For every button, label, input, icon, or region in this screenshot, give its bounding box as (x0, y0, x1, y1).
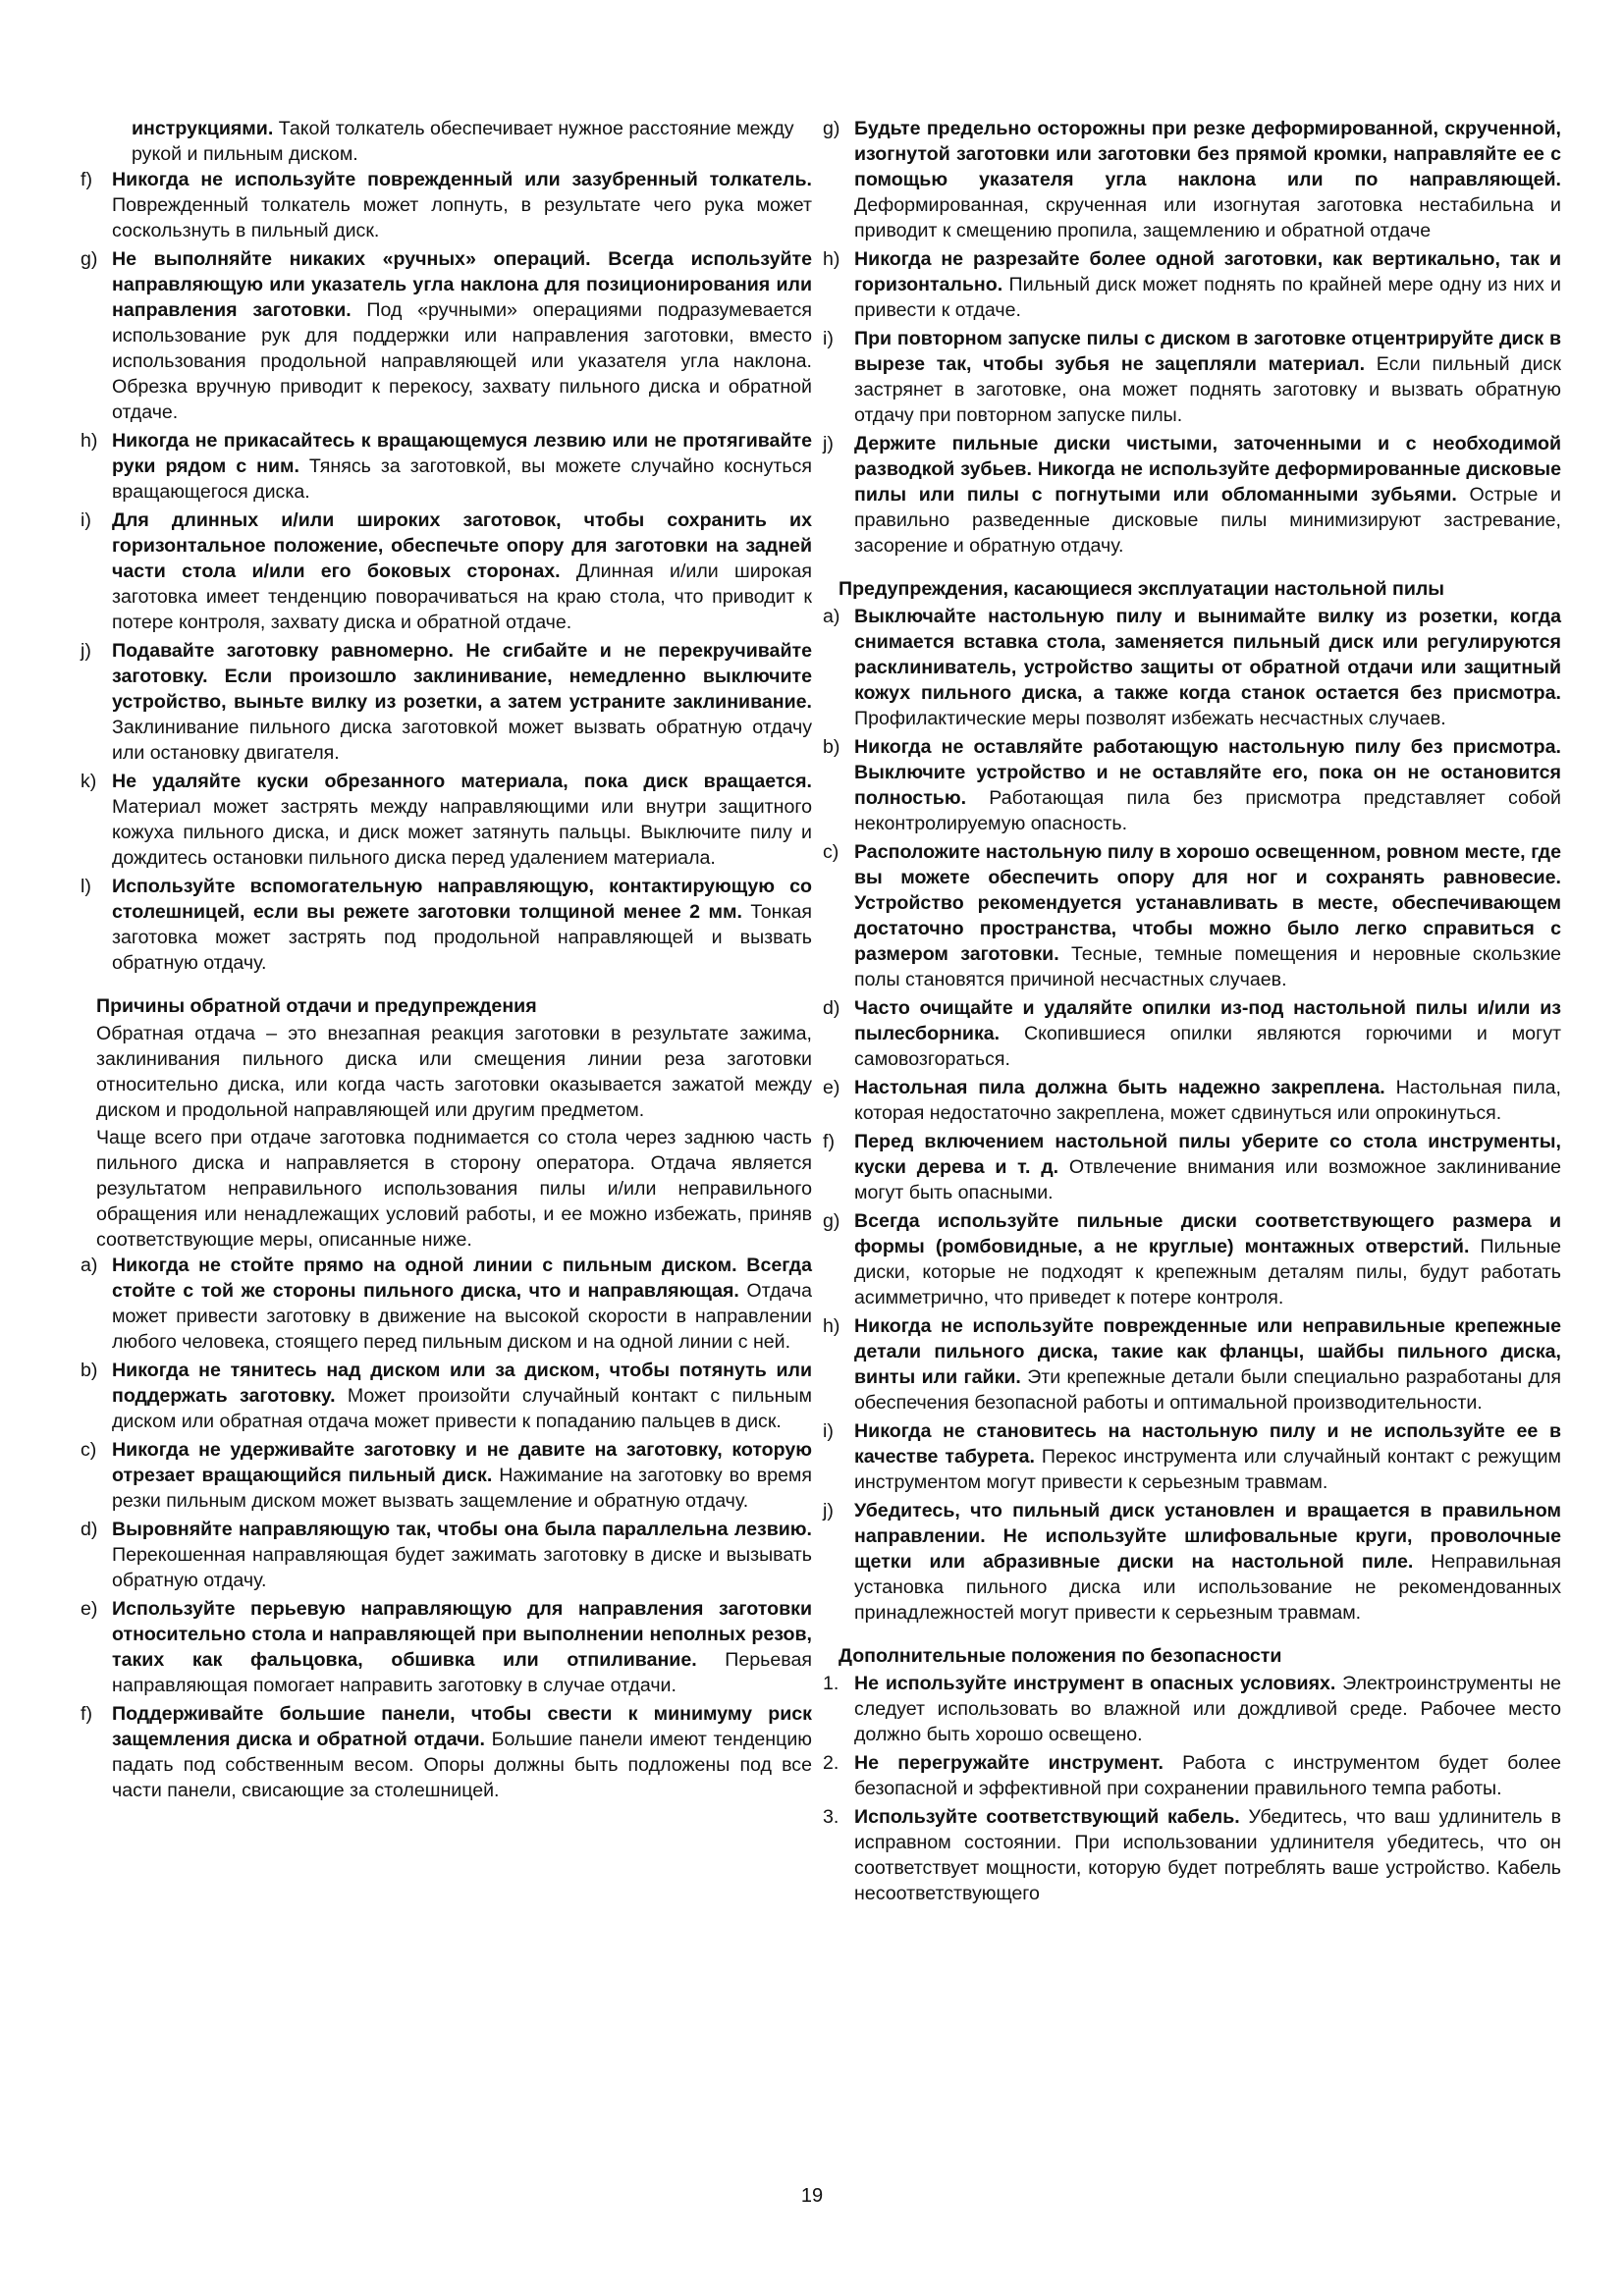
list-marker: a) (823, 606, 840, 627)
item-text: Работа с инструментом будет более безопасной и эффективной при сохранении правильного темпа работы. (854, 1752, 1562, 1799)
list-item (81, 1358, 812, 1434)
list-marker: c) (823, 841, 839, 863)
list-item (823, 1804, 1561, 1906)
item-text: Пильный диск может поднять по крайней мере одну из них и привести к отдаче. (854, 274, 1561, 321)
item-bold-text: Для длинных и/или широких заготовок, чтобы сохранить их горизонтальное положение, обеспечьте опору для заготовки на задней части стола и/или его боковых сторонах. (112, 509, 812, 582)
list-item (81, 246, 812, 425)
item-text: Может произойти случайный контакт с пильным диском или обратная отдача может привести к попаданию пальцев в диск. (112, 1385, 812, 1432)
item-bold-text: Убедитесь, что пильный диск установлен и вращается в правильном направлении. Не используйте шлифовальные круги, проволочные щетки или абразивные диски на настольной пиле. (854, 1500, 1561, 1573)
list-marker: i) (81, 509, 91, 531)
item-bold-text: Никогда не прикасайтесь к вращающемуся лезвию или не протягивайте руки рядом с ним. (112, 430, 812, 477)
item-text: Большие панели имеют тенденцию падать под собственным весом. Опоры должны быть подложены под все части панели, свисающие за столешницей. (112, 1729, 812, 1801)
item-bold-text: Не используйте инструмент в опасных условиях. (854, 1673, 1336, 1694)
right-column (823, 116, 1561, 1909)
list-marker: e) (823, 1077, 840, 1098)
item-text: Перекошенная направляющая будет зажимать заготовку в диске и вызывать обратную отдачу. (112, 1544, 812, 1591)
item-bold-text: Будьте предельно осторожны при резке деформированной, скрученной, изогнутой заготовки или заготовки без прямой кромки, направляйте ее с помощью указателя угла наклона или по направляющей. (854, 118, 1561, 190)
list-marker: c) (81, 1439, 97, 1461)
left-list-b (81, 1253, 812, 1803)
list-marker: f) (823, 1131, 835, 1152)
list-item (823, 1750, 1561, 1801)
list-marker: 1. (823, 1673, 839, 1694)
intro-paragraph (81, 116, 812, 167)
list-item (81, 1253, 812, 1355)
item-bold-text: Держите пильные диски чистыми, заточенными и с необходимой разводкой зубьев. Никогда не используйте деформированные дисковые пилы или пилы с погнутыми или обломанными зубьями. (854, 433, 1561, 506)
item-text: Длинная и/или широкая заготовка имеет тенденцию поворачиваться на краю стола, что приводит к потере контроля, захвату диска и обратной отдаче. (112, 561, 812, 633)
item-bold-text: Используйте перьевую направляющую для направления заготовки относительно стола и направляющей при выполнении неполных резов, таких как фальцовка, обшивка или отпиливание. (112, 1598, 812, 1671)
item-text: Материал может застрять между направляющими или внутри защитного кожуха пильного диска, и диск может затянуть пальцы. Выключите пилу и дождитесь остановки пильного диска перед удалением материала. (112, 796, 812, 869)
list-item (823, 246, 1561, 323)
item-text: Тянясь за заготовкой, вы можете случайно коснуться вращающегося диска. (112, 455, 812, 503)
item-text: Эти крепежные детали были специально разработаны для обеспечения безопасной работы и оптимальной производительности. (854, 1366, 1561, 1414)
right-list-c (823, 1671, 1561, 1906)
list-marker: j) (823, 1500, 834, 1522)
list-item (81, 638, 812, 766)
list-marker: g) (81, 248, 98, 270)
list-item (823, 1075, 1561, 1126)
item-bold-text: Расположите настольную пилу в хорошо освещенном, ровном месте, где вы можете обеспечить опору для ног и сохранять равновесие. Устройство рекомендуется устанавливать в месте, обеспечивающем достаточно пространства, чтобы можно было легко справиться с размером заготовки. (854, 841, 1561, 965)
kickback-paragraph-1: Обратная отдача – это внезапная реакция заготовки в результате зажима, заклинивания пильного диска или смещения линии реза заготовки относительно диска, или когда часть заготовки оказывается зажатой между диском и продольной направляющей или другим предметом. (96, 1023, 812, 1121)
list-marker: j) (823, 433, 834, 454)
kickback-paragraph-2: Чаще всего при отдаче заготовка поднимается со стола через заднюю часть пильного диска и направляется в сторону оператора. Отдача является результатом неправильного использования пилы и/или неправильного обращения или ненадлежащих условий работы, и ее можно избежать, приняв соответствующие меры, описанные ниже. (96, 1127, 812, 1251)
item-bold-text: Выровняйте направляющую так, чтобы она была параллельна лезвию. (112, 1519, 812, 1540)
item-bold-text: Выключайте настольную пилу и вынимайте вилку из розетки, когда снимается вставка стола, заменяется пильный диск или регулируются расклиниватель, устройство защиты от обратной отдачи или защитный кожух пильного диска, а также когда станок остается без присмотра. (854, 606, 1561, 704)
list-marker: e) (81, 1598, 98, 1620)
item-bold-text: Не перегружайте инструмент. (854, 1752, 1164, 1774)
item-text: Если пильный диск застрянет в заготовке, она может поднять заготовку и вызвать обратную отдачу при повторном запуске пилы. (854, 353, 1561, 426)
left-list-a (81, 167, 812, 976)
item-text: Скопившиеся опилки являются горючими и могут самовозгораться. (854, 1023, 1561, 1070)
item-bold-text: Настольная пила должна быть надежно закреплена. (854, 1077, 1385, 1098)
item-text: Убедитесь, что ваш удлинитель в исправном состоянии. При использовании удлинителя убедитесь, что он соответствует мощности, которую будет потреблять ваше устройство. Кабель несоответствующего (854, 1806, 1561, 1904)
item-bold-text: Никогда не используйте поврежденные или неправильные крепежные детали пильного диска, такие как фланцы, шайбы пильного диска, винты или гайки. (854, 1315, 1561, 1388)
list-marker: i) (823, 328, 834, 349)
item-bold-text: Никогда не оставляйте работающую настольную пилу без присмотра. Выключите устройство и не оставляйте его, пока он не остановится полностью. (854, 736, 1561, 809)
list-marker: k) (81, 771, 97, 792)
item-bold-text: Никогда не стойте прямо на одной линии с пильным диском. Всегда стойте с той же стороны пильного диска, что и направляющая. (112, 1255, 812, 1302)
list-marker: i) (823, 1420, 834, 1442)
list-item (823, 431, 1561, 559)
list-marker: g) (823, 118, 840, 139)
item-bold-text: Никогда не разрезайте более одной заготовки, как вертикально, так и горизонтально. (854, 248, 1561, 295)
list-item (823, 1129, 1561, 1205)
item-text: Перекос инструмента или случайный контакт с режущим инструментом могут привести к серьезным травмам. (854, 1446, 1561, 1493)
list-marker: f) (81, 169, 92, 190)
item-bold-text: Всегда используйте пильные диски соответствующего размера и формы (ромбовидные, а не круглые) монтажных отверстий. (854, 1210, 1561, 1257)
list-marker: h) (823, 1315, 840, 1337)
item-text: Настольная пила, которая недостаточно закреплена, может сдвинуться или опрокинуться. (854, 1077, 1561, 1124)
list-item (823, 1313, 1561, 1415)
item-text: Электроинструменты не следует использовать во влажной или дождливой среде. Рабочее место должно быть хорошо освещено. (854, 1673, 1561, 1745)
list-item (823, 839, 1561, 992)
right-list-b (823, 604, 1561, 1626)
item-text: Отвлечение внимания или возможное заклинивание могут быть опасными. (854, 1156, 1561, 1203)
list-marker: b) (81, 1360, 98, 1381)
item-bold-text: Используйте вспомогательную направляющую, контактирующую со столешницей, если вы режете заготовки толщиной менее 2 мм. (112, 876, 812, 923)
item-bold-text: Часто очищайте и удаляйте опилки из-под настольной пилы и/или из пылесборника. (854, 997, 1561, 1044)
list-marker: j) (81, 640, 91, 662)
list-item (81, 507, 812, 635)
right-list-a (823, 116, 1561, 559)
item-bold-text: Не удаляйте куски обрезанного материала, пока диск вращается. (112, 771, 812, 792)
list-marker: f) (81, 1703, 92, 1725)
list-item (81, 769, 812, 871)
list-item (823, 1671, 1561, 1747)
item-bold-text: Используйте соответствующий кабель. (854, 1806, 1240, 1828)
list-item (823, 604, 1561, 731)
item-text: Заклинивание пильного диска заготовкой может вызвать обратную отдачу или остановку двигателя. (112, 717, 812, 764)
list-item (823, 1418, 1561, 1495)
list-item (81, 874, 812, 976)
list-item (823, 1208, 1561, 1310)
item-text: Пильные диски, которые не подходят к крепежным деталям пилы, будут работать асимметрично, что приведет к потере контроля. (854, 1236, 1561, 1308)
item-text: Перьевая направляющая помогает направить заготовку в случае отдачи. (112, 1649, 812, 1696)
item-text: Острые и правильно разведенные дисковые пилы минимизируют застревание, засорение и обратную отдачу. (854, 484, 1561, 557)
list-item (823, 995, 1561, 1072)
list-marker: b) (823, 736, 840, 758)
left-column (81, 116, 812, 1806)
list-marker: 3. (823, 1806, 839, 1828)
list-marker: 2. (823, 1752, 839, 1774)
item-text: Тесные, темные помещения и неровные скользкие полы становятся причиной несчастных случаев. (854, 943, 1561, 990)
list-marker: l) (81, 876, 91, 897)
page-number: 19 (800, 2185, 824, 2207)
list-marker: g) (823, 1210, 840, 1232)
item-bold-text: Поддерживайте большие панели, чтобы свести к минимуму риск защемления диска и обратной отдачи. (112, 1703, 812, 1750)
item-bold-text: Никогда не удерживайте заготовку и не давите на заготовку, которую отрезает вращающийся пильный диск. (112, 1439, 812, 1486)
item-bold-text: При повторном запуске пилы с диском в заготовке отцентрируйте диск в вырезе так, чтобы зубья не зацепляли материал. (854, 328, 1561, 375)
item-text: Профилактические меры позволят избежать несчастных случаев. (854, 708, 1446, 729)
additional-heading: Дополнительные положения по безопасности (839, 1645, 1282, 1667)
item-bold-text: Никогда не используйте поврежденный или зазубренный толкатель. (112, 169, 812, 190)
item-text: Деформированная, скрученная или изогнутая заготовка нестабильна и приводит к смещению пропила, защемлению и обратной отдаче (854, 194, 1561, 241)
item-text: Нажимание на заготовку во время резки пильным диском может вызвать защемление и обратную отдачу. (112, 1465, 812, 1512)
item-text: Работающая пила без присмотра представляет собой неконтролируемую опасность. (854, 787, 1561, 834)
list-marker: a) (81, 1255, 98, 1276)
list-item (81, 428, 812, 505)
intro-text: Такой толкатель обеспечивает нужное расстояние между рукой и пильным диском. (132, 118, 794, 165)
item-text: Под «ручными» операциями подразумевается использование рук для поддержки или направления заготовки, вместо использования продольной направляющей или указателя угла наклона. Обрезка вручную приводит к перекосу, захвату пильного диска и обратной отдаче. (112, 299, 812, 423)
list-marker: d) (823, 997, 840, 1019)
intro-bold: инструкциями. (132, 118, 274, 139)
list-item (823, 734, 1561, 836)
item-text: Неправильная установка пильного диска или использование не рекомендованных принадлежностей могут привести к серьезным травмам. (854, 1551, 1561, 1624)
item-bold-text: Никогда не тянитесь над диском или за диском, чтобы потянуть или поддержать заготовку. (112, 1360, 812, 1407)
list-marker: d) (81, 1519, 98, 1540)
list-item (823, 116, 1561, 243)
item-bold-text: Подавайте заготовку равномерно. Не сгибайте и не перекручивайте заготовку. Если произошло заклинивание, немедленно выключите устройство, выньте вилку из розетки, а затем устраните заклинивание. (112, 640, 812, 713)
item-bold-text: Никогда не становитесь на настольную пилу и не используйте ее в качестве табурета. (854, 1420, 1561, 1468)
list-item (81, 1596, 812, 1698)
list-item (81, 167, 812, 243)
list-item (81, 1517, 812, 1593)
item-text: Тонкая заготовка может застрять под продольной направляющей и вызвать обратную отдачу. (112, 901, 812, 974)
list-marker: h) (823, 248, 840, 270)
operation-heading: Предупреждения, касающиеся эксплуатации настольной пилы (839, 578, 1445, 600)
item-text: Поврежденный толкатель может лопнуть, в результате чего рука может соскользнуть в пильный диск. (112, 194, 812, 241)
list-item (81, 1701, 812, 1803)
list-marker: h) (81, 430, 98, 452)
kickback-heading: Причины обратной отдачи и предупреждения (96, 995, 537, 1017)
item-bold-text: Перед включением настольной пилы уберите со стола инструменты, куски дерева и т. д. (854, 1131, 1561, 1178)
list-item (81, 1437, 812, 1514)
item-text: Отдача может привести заготовку в движение на высокой скорости в направлении любого человека, стоящего перед пильным диском и на одной линии с ней. (112, 1280, 812, 1353)
list-item (823, 1498, 1561, 1626)
list-item (823, 326, 1561, 428)
item-bold-text: Не выполняйте никаких «ручных» операций. Всегда используйте направляющую или указатель угла наклона для позиционирования или направления заготовки. (112, 248, 812, 321)
